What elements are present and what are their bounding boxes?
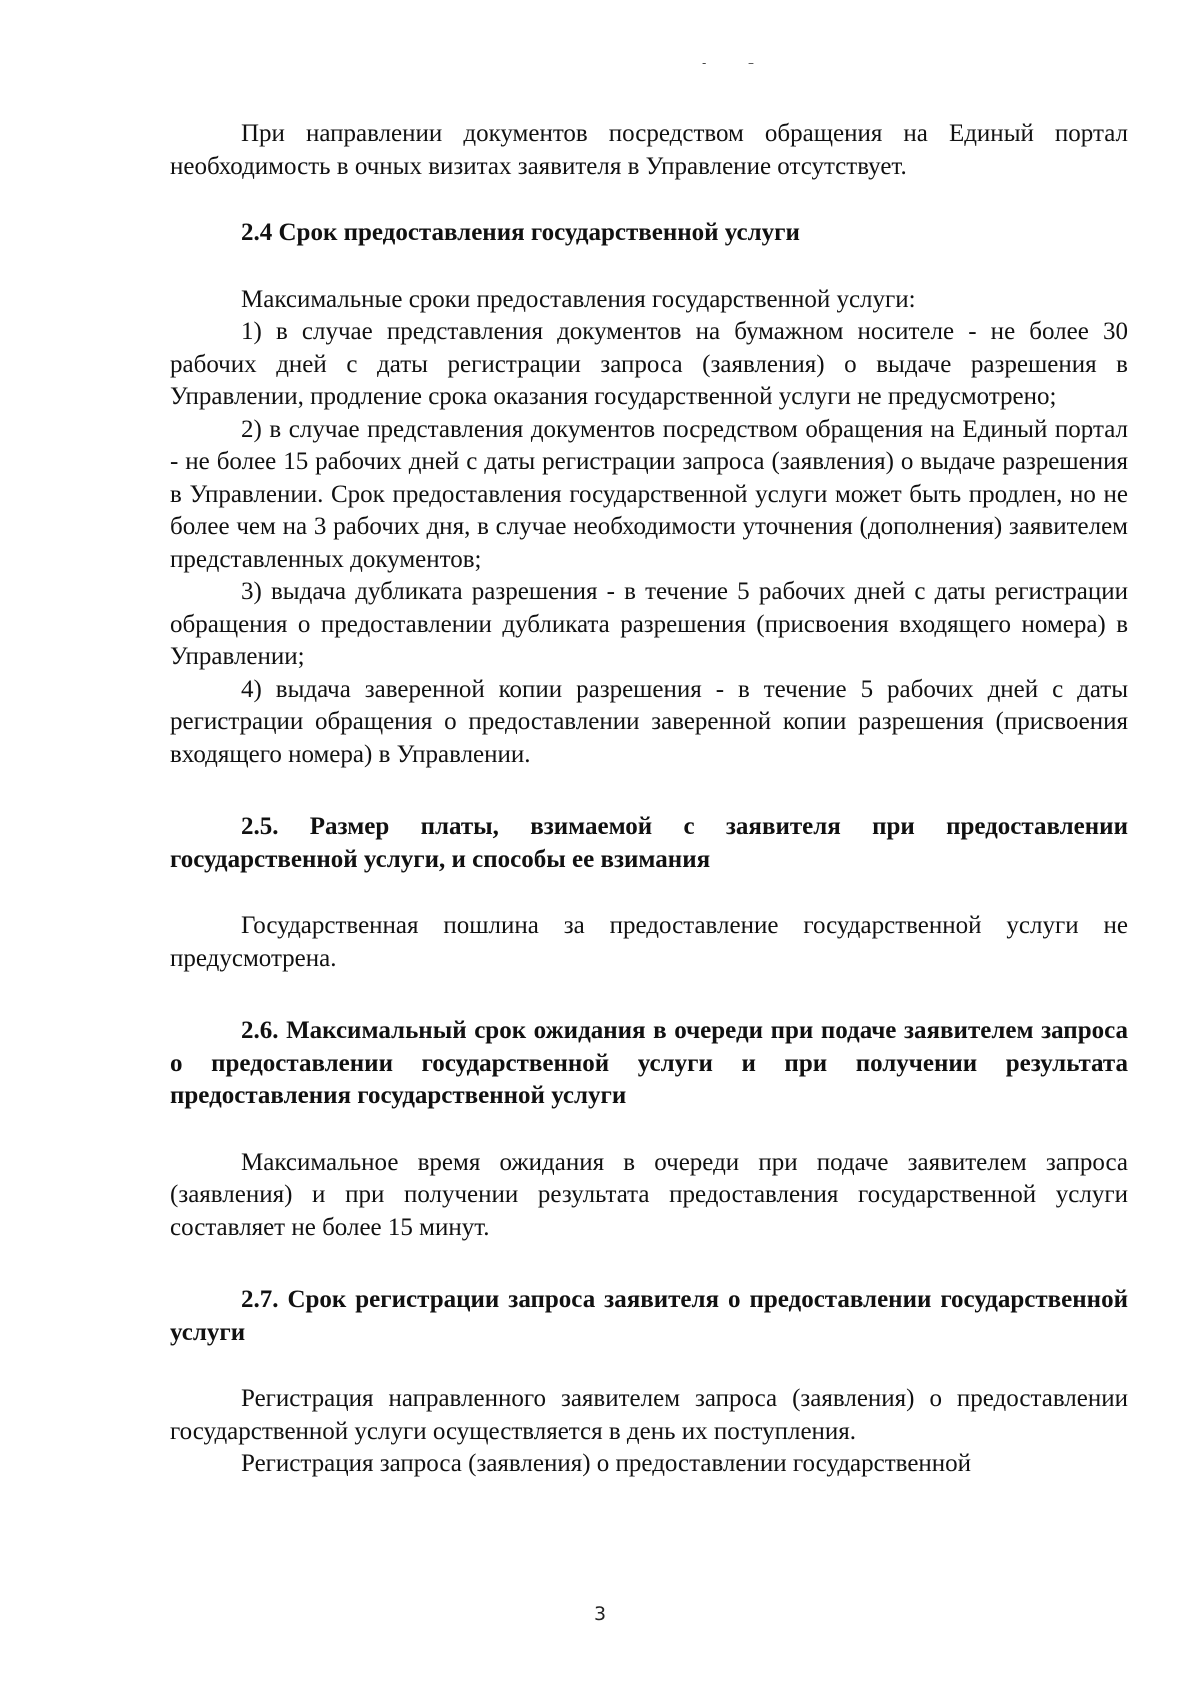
- page-number: 3: [593, 1603, 607, 1625]
- scan-artifact: -: [702, 56, 707, 70]
- section-2-4-item-2: 2) в случае представления документов посредством обращения на Единый портал - не более 15 рабочих дней с даты регистрации запроса (заявления) о выдаче разрешения в Управлении. Срок предоставления государственной услуги может быть продлен, но не более чем на 3 рабочих дня, в случае необходимости уточнения (дополнения) заявителем представленных документов;: [170, 415, 1128, 573]
- intro-paragraph: При направлении документов посредством обращения на Единый портал необходимость в очных визитах заявителя в Управление отсутствует.: [170, 120, 1128, 180]
- section-2-4-item-4: 4) выдача заверенной копии разрешения - в течение 5 рабочих дней с даты регистрации обращения о предоставлении заверенной копии разрешения (присвоения входящего номера) в Управлении.: [170, 675, 1128, 768]
- section-heading-2-7: 2.7. Срок регистрации запроса заявителя о предоставлении государственной услуги: [170, 1286, 1128, 1346]
- section-2-7-paragraph-cont: Регистрация запроса (заявления) о предоставлении государственной: [241, 1450, 972, 1477]
- section-2-6-paragraph: Максимальное время ожидания в очереди при подаче заявителем запроса (заявления) и при получении результата предоставления государственной услуги составляет не более 15 минут.: [170, 1148, 1128, 1241]
- section-heading-2-5: 2.5. Размер платы, взимаемой с заявителя при предоставлении государственной услуги, и способы ее взимания: [170, 813, 1128, 873]
- section-2-4-paragraph: Максимальные сроки предоставления государственной услуги:: [241, 285, 916, 313]
- section-2-4-item-1: 1) в случае представления документов на бумажном носителе - не более 30 рабочих дней с даты регистрации запроса (заявления) о выдаче разрешения в Управлении, продление срока оказания государственной услуги не предусмотрено;: [170, 318, 1128, 410]
- section-2-7-paragraph: Регистрация направленного заявителем запроса (заявления) о предоставлении государственной услуги осуществляется в день их поступления.: [170, 1385, 1128, 1445]
- scan-artifact: –: [748, 56, 754, 70]
- section-heading-2-6: 2.6. Максимальный срок ожидания в очереди при подаче заявителем запроса о предоставлении государственной услуги и при получении результата предоставления государственной услуги: [170, 1017, 1128, 1109]
- section-2-5-paragraph: Государственная пошлина за предоставление государственной услуги не предусмотрена.: [170, 912, 1128, 972]
- document-body: [170, 118, 1128, 1481]
- section-2-4-item-3: 3) выдача дубликата разрешения - в течение 5 рабочих дней с даты регистрации обращения о предоставлении дубликата разрешения (присвоения входящего номера) в Управлении;: [170, 578, 1128, 670]
- section-heading-2-4: 2.4 Срок предоставления государственной услуги: [241, 219, 800, 246]
